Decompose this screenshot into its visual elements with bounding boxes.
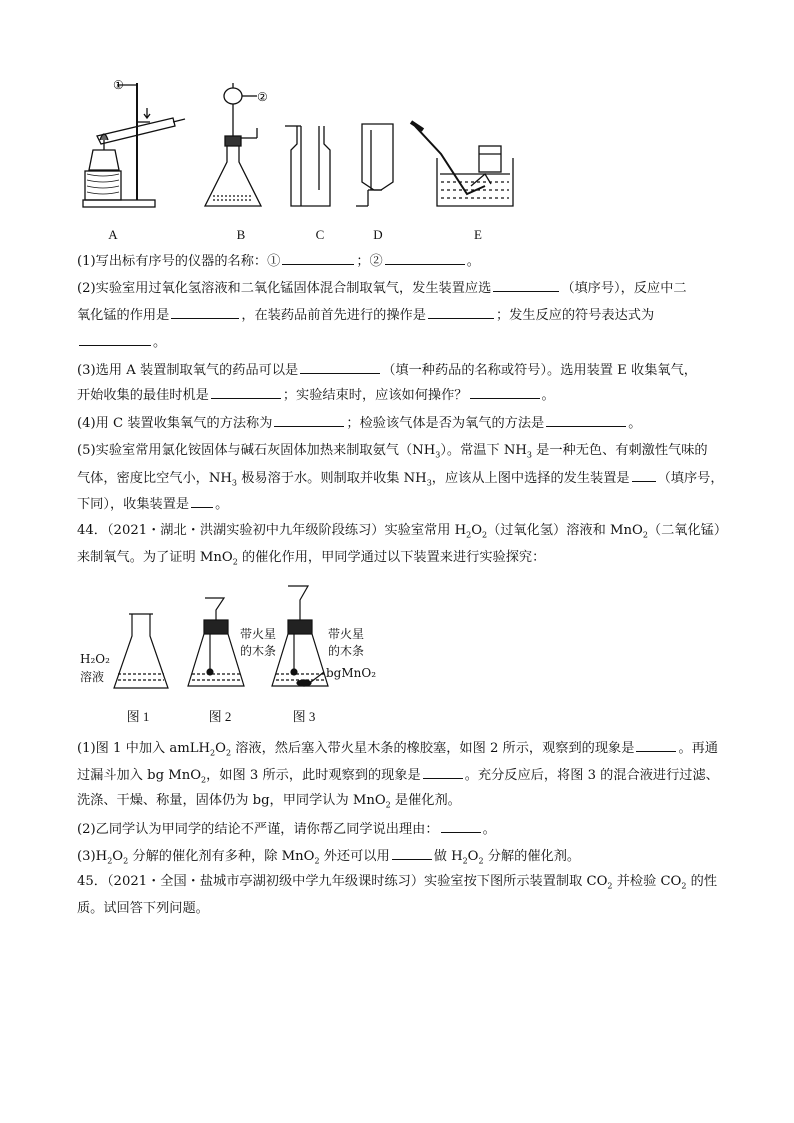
answer-blank[interactable] [546, 413, 626, 427]
label-a: A [108, 227, 118, 242]
q44-intro-line2: 来制氧气。为了证明 MnO$_2$ 的催化作用，甲同学通过以下装置来进行实验探究： [77, 550, 546, 567]
answer-blank[interactable] [636, 738, 676, 752]
q43-part5-line2: 气体，密度比空气小，$NH_3$ 极易溶于水。则制取并收集 $NH_3$，应该从上图中选择的发生装置是 （填序号， [77, 468, 727, 493]
label-d: D [373, 227, 383, 242]
marker-2: ② [257, 90, 268, 104]
q44-part1-line2: 过漏斗加入 bg MnO$_2$，如图 3 所示，此时观察到的现象是 。充分反应后，将图 3 的混合液进行过滤、 [77, 765, 727, 790]
answer-blank[interactable] [385, 251, 465, 265]
answer-blank[interactable] [300, 360, 380, 374]
fig3-label-splint-2: 的木条 [328, 644, 365, 658]
q43-part1: (1)写出标有序号的仪器的名称：① ；② 。 [77, 251, 727, 271]
answer-blank[interactable] [428, 305, 494, 319]
apparatus-figure-a-to-e [75, 78, 535, 218]
answer-blank[interactable] [79, 332, 151, 346]
catalysis-figure [112, 580, 352, 700]
label-c: C [315, 227, 325, 242]
fig1-label-solution: 溶液 [80, 670, 105, 684]
answer-blank[interactable] [423, 765, 463, 779]
q43-part2-line1: (2)实验室用过氧化氢溶液和二氧化锰固体混合制取氧气，发生装置应选 （填序号），反应中二 [77, 278, 727, 298]
answer-blank[interactable] [282, 251, 354, 265]
q44-part1-line3: 洗涤、干燥、称量，固体仍为 bg，甲同学认为 MnO$_2$ 是催化剂。 [77, 793, 461, 810]
q43-part5-line1: (5)实验室常用氯化铵固体与碱石灰固体加热来制取氨气$(NH_3)$。常温下 $NH_3$ 是一种无色、有刺激性气味的 [77, 443, 708, 460]
label-e: E [474, 227, 482, 242]
caption-fig3: 图 3 [292, 709, 316, 724]
q43-part2-line3: 。 [77, 332, 727, 352]
fig1-label-h2o2: H₂O₂ [80, 652, 110, 666]
answer-blank[interactable] [493, 278, 559, 292]
answer-blank[interactable] [191, 494, 213, 508]
fig2-label-splint-1: 带火星 [240, 627, 277, 641]
answer-blank[interactable] [211, 385, 281, 399]
answer-blank[interactable] [392, 846, 432, 860]
answer-blank[interactable] [441, 819, 481, 833]
q43-part4: (4)用 C 装置收集氧气的方法称为 ；检验该气体是否为氧气的方法是 。 [77, 413, 727, 433]
marker-1: ① [113, 78, 124, 92]
caption-fig2: 图 2 [208, 709, 232, 724]
q43-part5-line3: 下同），收集装置是 。 [77, 494, 727, 514]
answer-blank[interactable] [470, 385, 540, 399]
fig2-label-splint-2: 的木条 [240, 644, 277, 658]
fig3-label-mno2: bgMnO₂ [326, 666, 377, 680]
caption-fig1: 图 1 [126, 709, 150, 724]
answer-blank[interactable] [274, 413, 344, 427]
label-b: B [236, 227, 246, 242]
q43-part3-line2: 开始收集的最佳时机是 ；实验结束时，应该如何操作？ 。 [77, 385, 727, 405]
fig3-label-splint-1: 带火星 [328, 627, 365, 641]
q45-line1: 45．（2021・全国・盐城市亭湖初级中学九年级课时练习）实验室按下图所示装置制取 $CO_2$ 并检验 $CO_2$ 的性 [77, 874, 718, 891]
q44-part3: $(3)H_2O_2$ 分解的催化剂有多种，除 MnO$_2$ 外还可以用 做 $H_2O_2$ 分解的催化剂。 [77, 846, 727, 871]
q44-part2: (2)乙同学认为甲同学的结论不严谨，请你帮乙同学说出理由： 。 [77, 819, 727, 839]
q43-part2-line2: 氧化锰的作用是 ，在装药品前首先进行的操作是 ；发生反应的符号表达式为 [77, 305, 727, 325]
q44-intro-line1: 44．（2021・湖北・洪湖实验初中九年级阶段练习）实验室常用 $H_2O_2$（过氧化氢）溶液和 MnO$_2$（二氧化锰） [77, 523, 728, 540]
q44-part1-line1: (1)图 1 中加入 $amLH_2O_2$ 溶液，然后塞入带火星木条的橡胶塞，如图 2 所示，观察到的现象是 。再通 [77, 738, 727, 763]
q43-part3-line1: (3)选用 A 装置制取氧气的药品可以是 （填一种药品的名称或符号）。选用装置 E 收集氧气， [77, 360, 727, 380]
q45-line2: 质。试回答下列问题。 [77, 901, 209, 916]
answer-blank[interactable] [171, 305, 239, 319]
answer-blank[interactable] [632, 468, 656, 482]
